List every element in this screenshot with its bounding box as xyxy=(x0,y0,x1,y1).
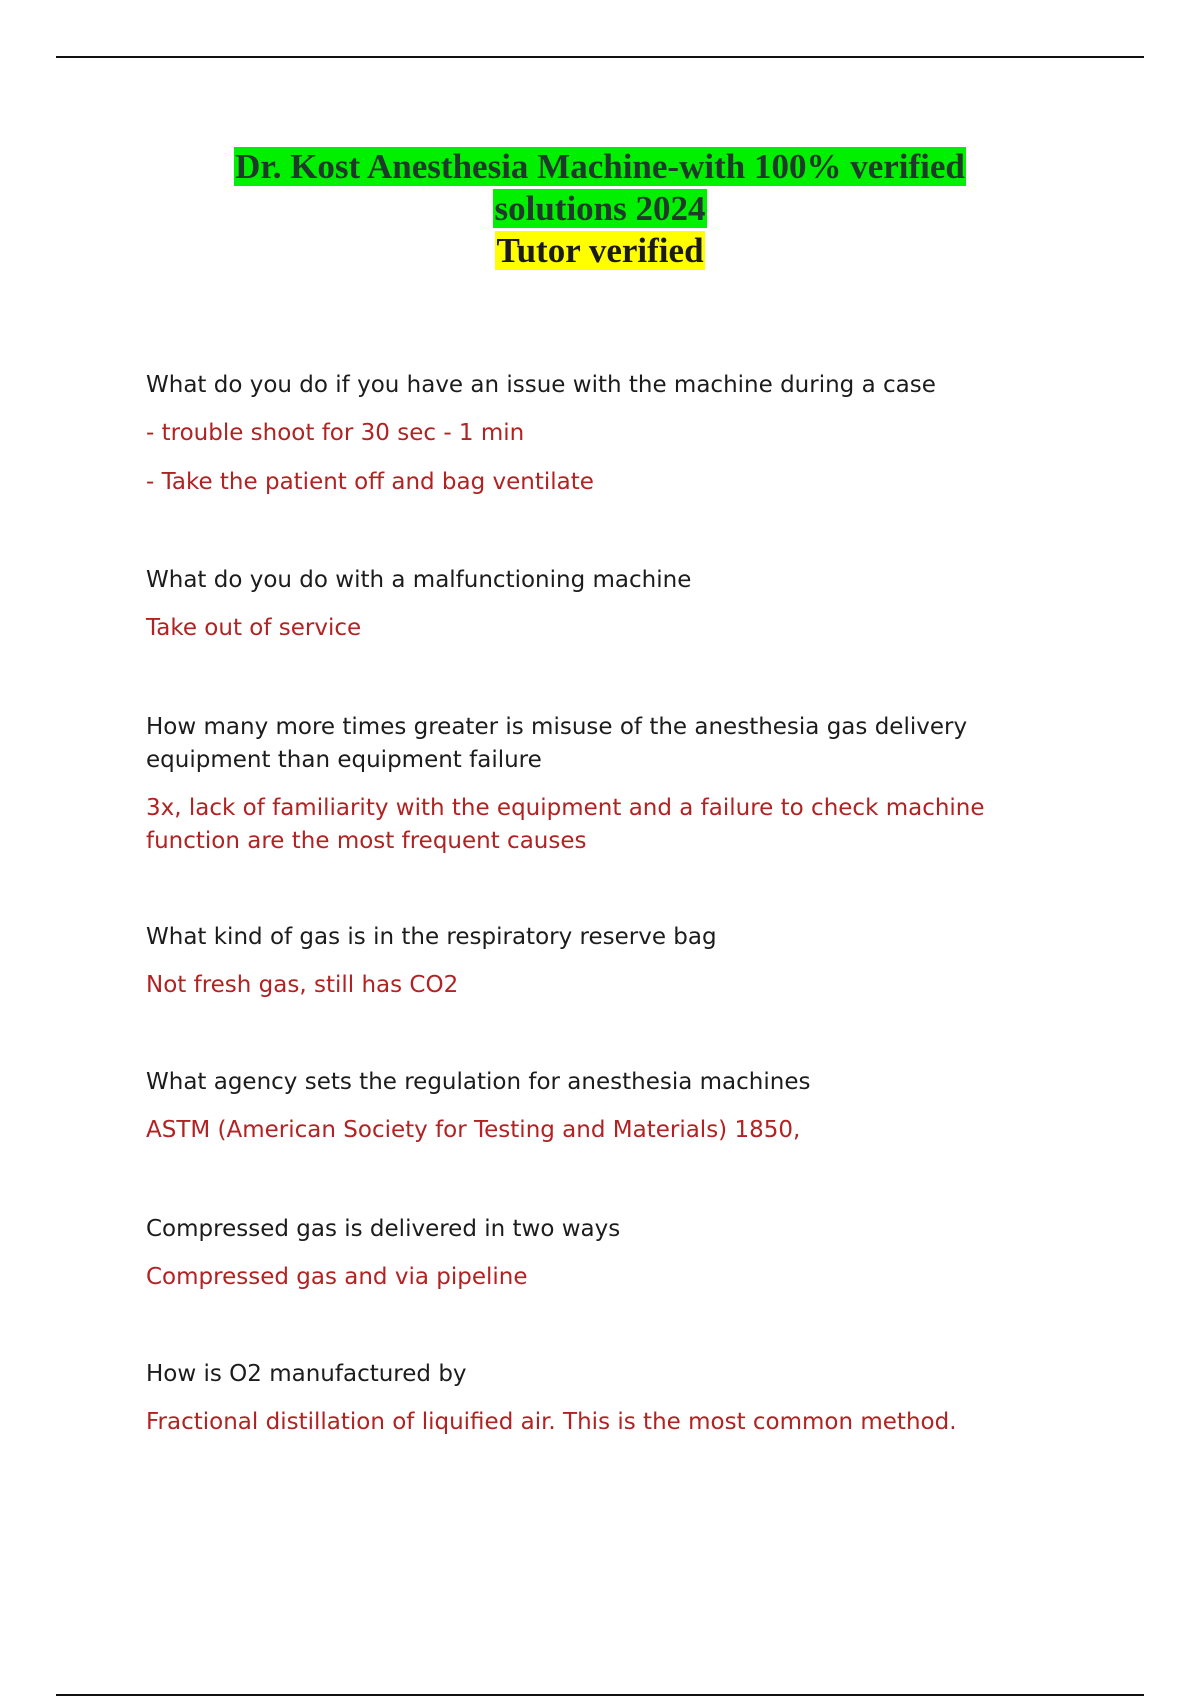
question-1: What do you do if you have an issue with the machine during a case xyxy=(146,372,936,398)
qa-item-5 xyxy=(146,1066,1046,1147)
qa-item-7 xyxy=(146,1358,1046,1439)
title-line-3: Tutor verified xyxy=(496,231,704,270)
qa-item-2 xyxy=(146,564,1046,645)
question-3: How many more times greater is misuse of the anesthesia gas delivery equipment than equipment failure xyxy=(146,714,968,773)
qa-item-6 xyxy=(146,1213,1046,1294)
answer-1b: - Take the patient off and bag ventilate xyxy=(146,469,594,495)
question-4: What kind of gas is in the respiratory reserve bag xyxy=(146,924,717,950)
qa-item-1 xyxy=(146,369,1046,499)
question-6: Compressed gas is delivered in two ways xyxy=(146,1216,621,1242)
question-2: What do you do with a malfunctioning machine xyxy=(146,567,692,593)
answer-3: 3x, lack of familiarity with the equipment and a failure to check machine function are the most frequent causes xyxy=(146,795,985,854)
question-5: What agency sets the regulation for anesthesia machines xyxy=(146,1069,811,1095)
title-line-1: Dr. Kost Anesthesia Machine-with 100% verified xyxy=(235,147,965,186)
answer-2: Take out of service xyxy=(146,615,362,641)
answer-5: ASTM (American Society for Testing and Materials) 1850, xyxy=(146,1117,801,1143)
qa-item-3 xyxy=(146,711,1046,858)
title-line-2: solutions 2024 xyxy=(494,189,706,228)
question-7: How is O2 manufactured by xyxy=(146,1361,467,1387)
bottom-rule xyxy=(56,1694,1144,1696)
answer-7: Fractional distillation of liquified air. This is the most common method. xyxy=(146,1409,957,1435)
answer-4: Not fresh gas, still has CO2 xyxy=(146,972,459,998)
answer-1a: - trouble shoot for 30 sec - 1 min xyxy=(146,420,525,446)
answer-6: Compressed gas and via pipeline xyxy=(146,1264,528,1290)
qa-item-4 xyxy=(146,921,1046,1002)
